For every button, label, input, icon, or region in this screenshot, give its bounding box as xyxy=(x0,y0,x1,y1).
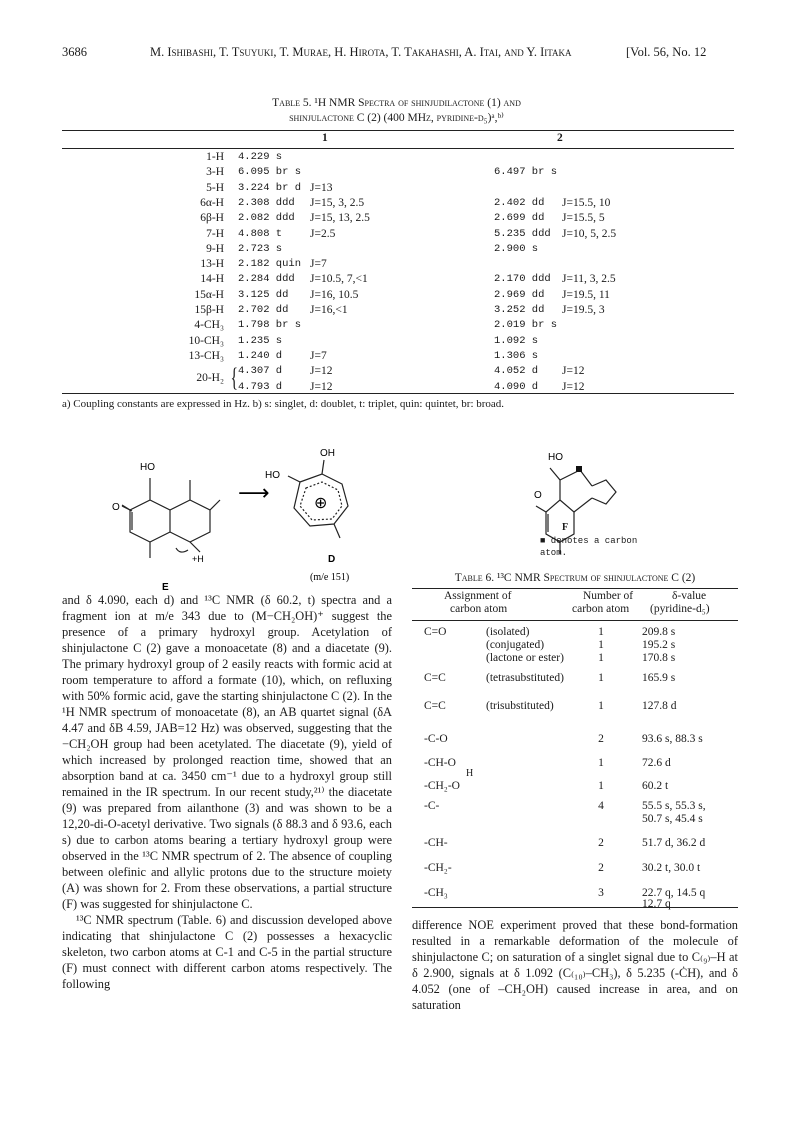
table5-cell-j-1: J=16, 10.5 xyxy=(310,288,359,301)
table5-cell-j-1: J=15, 13, 2.5 xyxy=(310,212,370,225)
table6-cell-delta: 93.6 s, 88.3 s xyxy=(642,733,703,745)
structure-E-h: +H xyxy=(192,554,204,564)
table5-cell-shift-2: 3.252 dd xyxy=(494,304,545,316)
table6-cell-number: 1 xyxy=(598,626,604,638)
table5-cell-shift-1: 2.702 dd xyxy=(238,304,289,316)
table5-cell-j-1: J=15, 3, 2.5 xyxy=(310,196,365,209)
table6-row-subgroup: (tetrasubstituted) xyxy=(486,672,564,684)
table5-cell-j-1: J=13 xyxy=(310,181,333,194)
table6-cell-delta: 22.7 q, 14.5 q xyxy=(642,887,706,899)
table5-cell-j-2: J=12 xyxy=(562,380,585,393)
table6-cell-number: 1 xyxy=(598,639,604,651)
table6-row-group: -CH-O xyxy=(424,757,456,769)
table6-cell-number: 2 xyxy=(598,733,604,745)
table5-caption-line2: shinjulactone C (2) (400 MHz, pyridine-d₅)ᵃ,ᵇ⁾ xyxy=(289,112,504,124)
table6-caption: Table 6. ¹³C NMR Spectrum of shinjulactone C (2) xyxy=(454,572,696,584)
table5-cell-j-2: J=15.5, 5 xyxy=(562,212,605,225)
running-header-authors: M. Ishibashi, T. Tsuyuki, T. Murae, H. Hirota, T. Takahashi, A. Itai, and Y. Iitaka xyxy=(150,45,572,59)
table6-cell-number: 1 xyxy=(598,652,604,664)
table5-cell-shift-1: 1.798 br s xyxy=(238,319,302,332)
table6-cell-delta: 50.7 s, 45.4 s xyxy=(642,813,703,825)
structure-F-o: O xyxy=(534,490,542,501)
table6-row-group: -CH₃ xyxy=(424,887,448,899)
table6-row-group: -CH₂-O xyxy=(424,780,460,792)
table6-row-subgroup: (lactone or ester) xyxy=(486,652,564,664)
table5-cell-j-1: J=7 xyxy=(310,349,327,362)
table6-cell-number: 2 xyxy=(598,862,604,874)
table5-cell-shift-1: 4.793 d xyxy=(238,380,283,393)
table5-cell-shift-1: 2.182 quin xyxy=(238,258,302,271)
table5-cell-shift-2: 2.900 s xyxy=(494,242,539,255)
paragraph: and δ 4.090, each d) and ¹³C NMR (δ 60.2, t) spectra and a fragment ion at m/e 343 due to (M−CH₂OH)⁺ suggest the presence of a primary hydroxyl group. Acetylation of shinjulactone C (2) gave a monoacetate (8) and a diacetate (9). The primary hydroxyl group of 2 easily reacts with formic acid at room temperature to afford a formate (10), which, on refluxing with 50% formic acid, gave the starting shinjulactone C (2). In the ¹H NMR spectrum of monoacetate (8), an AB quartet signal (δA 4.47 and δB 4.59, JAB=12 Hz) was observed, suggesting that the −CH₂OH group had been acetylated. The diacetate (9), yield of which increased by prolonged reaction time, showed that an absorption band at ca. 3450 cm⁻¹ due to a hydroxyl group still remained in the IR spectrum. In our recent study,²¹⁾ the diacetate (9) was prepared from ailanthone (3) and was shown to be a 12,20-di-O-acetyl derivative. Two signals (δ 88.3 and δ 93.6, each s) due to carbon atoms bearing a tertiary hydroxyl group were observed in the ¹³C NMR spectrum of 2. The absence of coupling between olefinic and allylic protons due to the structure moiety (A) was shown for 2. From these observations, a partial structure (F) was suggested for shinjulactone C. xyxy=(62,593,392,911)
table5-cell-shift-1: 3.224 br d xyxy=(238,181,302,194)
carbon-marker xyxy=(576,466,582,472)
table6-cell-delta: 209.8 s xyxy=(642,626,676,638)
table6-cell-number: 3 xyxy=(598,887,604,899)
table6-trisub-h: H xyxy=(466,768,474,779)
table6-head-number-1: Number of xyxy=(583,590,634,602)
table5-row-label: 15α-H xyxy=(194,288,224,301)
table5-cell-shift-2: 2.969 dd xyxy=(494,288,545,301)
table5-cell-j-2: J=12 xyxy=(562,365,585,378)
structure-F-note-line2: atom. xyxy=(540,548,568,558)
table5-row-label: 13-H xyxy=(200,258,224,271)
table5-row-label-20h2: 20-H₂ xyxy=(196,372,224,385)
table5-cell-j-1: J=12 xyxy=(310,380,333,393)
table5-cell-shift-1: 1.235 s xyxy=(238,334,283,347)
table5-cell-j-2: J=10, 5, 2.5 xyxy=(562,227,617,240)
table6-cell-number: 1 xyxy=(598,757,604,769)
page-number: 3686 xyxy=(62,45,87,59)
structure-D-mz: (m/e 151) xyxy=(310,572,350,583)
structure-F-ho: HO xyxy=(548,452,563,463)
table6-cell-number: 1 xyxy=(598,780,604,792)
table5-cell-shift-1: 4.808 t xyxy=(238,227,283,240)
table6-cell-delta: 30.2 t, 30.0 t xyxy=(642,862,701,874)
table6-head-number-2: carbon atom xyxy=(572,603,630,615)
table5-cell-j-2: J=19.5, 11 xyxy=(562,288,610,301)
table5-row-label: 15β-H xyxy=(194,304,224,316)
structure-D-oh: OH xyxy=(320,448,335,459)
table6-head-assign-2: carbon atom xyxy=(450,603,508,615)
structure-D-plus: ⊕ xyxy=(314,493,328,512)
table6-cell-number: 4 xyxy=(598,800,604,812)
paragraph: ¹³C NMR spectrum (Table. 6) and discussion developed above indicating that shinjulactone C (2) possesses a hexacyclic skeleton, two carbon atoms at C-1 and C-5 in the partial structure (F) must connect with different carbon atoms respectively. The following xyxy=(62,913,392,991)
table6-row-group: -CH₂- xyxy=(424,862,452,874)
table5-row-label: 5-H xyxy=(206,181,224,194)
table6-row-subgroup: (conjugated) xyxy=(486,639,545,651)
table5-cell-j-2: J=15.5, 10 xyxy=(562,196,611,209)
table5-header-rule xyxy=(62,148,734,149)
table5-cell-shift-1: 6.095 br s xyxy=(238,166,302,179)
structure-D-ho: HO xyxy=(265,470,280,481)
table5-cell-shift-1: 2.723 s xyxy=(238,242,283,255)
table5-row-label: 6α-H xyxy=(200,196,224,209)
table5-row-label: 7-H xyxy=(206,227,224,240)
table6-row-subgroup: (trisubstituted) xyxy=(486,700,554,712)
table6-head-assign-1: Assignment of xyxy=(444,590,512,602)
table6-row-group: C=C xyxy=(424,700,446,712)
table5-cell-shift-1: 2.082 ddd xyxy=(238,212,295,225)
table6-head-delta-2: (pyridine-d₅) xyxy=(650,603,710,615)
table5-cell-shift-2: 1.092 s xyxy=(494,334,539,347)
table5-col1-header: 1 xyxy=(322,132,328,144)
table5-cell-j-1: J=10.5, 7,<1 xyxy=(310,273,368,286)
table5-row-label: 9-H xyxy=(206,242,224,255)
table5-cell-j-1: J=7 xyxy=(310,258,327,271)
structure-F-label: F xyxy=(562,522,569,533)
table5-cell-shift-1: 2.308 ddd xyxy=(238,196,295,209)
structure-E xyxy=(122,478,220,558)
structure-E-label: E xyxy=(162,582,169,593)
table5-cell-j-2: J=19.5, 3 xyxy=(562,304,605,316)
table5-cell-j-2: J=11, 3, 2.5 xyxy=(562,273,616,286)
table6-cell-number: 1 xyxy=(598,672,604,684)
table5-cell-shift-2: 2.019 br s xyxy=(494,319,558,332)
body-text-right: difference NOE experiment proved that these bond-formation resulted in a remarkable deformation of the molecule of shinjulactone C; on saturation of a singlet signal due to C₍₉₎–H at δ 2.900, signals at δ 1.092 (C₍₁₀₎–CH₃), δ 5.235 (-ĊH), and δ 4.052 (one of –CH₂OH) caused increase in area, and on saturation xyxy=(412,918,738,1012)
table6-row-group: C=O xyxy=(424,626,447,638)
table6-cell-delta: 12.7 q xyxy=(642,898,671,910)
structure-D-label: D xyxy=(328,554,336,565)
table6-row-group: C=C xyxy=(424,672,446,684)
table5-cell-shift-2: 4.052 d xyxy=(494,365,539,378)
table6-cell-delta: 170.8 s xyxy=(642,652,676,664)
table6-cell-delta: 51.7 d, 36.2 d xyxy=(642,837,706,849)
table5-cell-shift-1: 2.284 ddd xyxy=(238,273,295,286)
table6-head-delta-1: δ-value xyxy=(672,590,707,602)
table6-bottom-rule xyxy=(412,907,738,908)
table5-cell-shift-2: 2.699 dd xyxy=(494,212,545,225)
table6-cell-delta: 195.2 s xyxy=(642,639,676,651)
table5-brace: { xyxy=(230,363,238,393)
table5-cell-shift-2: 4.090 d xyxy=(494,380,539,393)
table6-cell-number: 2 xyxy=(598,837,604,849)
structure-E-o: O xyxy=(112,502,120,513)
table5-cell-shift-2: 2.402 dd xyxy=(494,196,545,209)
table6-cell-delta: 55.5 s, 55.3 s, xyxy=(642,800,706,812)
table5-cell-j-1: J=12 xyxy=(310,365,333,378)
table6-top-rule xyxy=(412,588,738,589)
table5-cell-shift-2: 1.306 s xyxy=(494,349,539,362)
table5-col2-header: 2 xyxy=(557,132,563,144)
table5-cell-shift-1: 1.240 d xyxy=(238,349,283,362)
table6-row-group: -C-O xyxy=(424,733,448,745)
table5-row-label: 10-CH₃ xyxy=(188,334,224,347)
structure-F-note-line1: ■ denotes a carbon xyxy=(540,536,638,546)
structure-E-ho: HO xyxy=(140,462,155,473)
table6-row-subgroup: (isolated) xyxy=(486,626,530,638)
table5-cell-shift-2: 6.497 br s xyxy=(494,166,558,179)
table5-cell-shift-1: 4.229 s xyxy=(238,151,283,163)
table5-row-label: 4-CH₃ xyxy=(194,319,224,332)
table5-top-rule xyxy=(62,130,734,131)
table5-cell-shift-1: 3.125 dd xyxy=(238,288,289,301)
table5-caption-line1: Table 5. ¹H NMR Spectra of shinjudilactone (1) and xyxy=(272,97,521,109)
table5-footnote: a) Coupling constants are expressed in Hz. b) s: singlet, d: doublet, t: triplet, quin: quintet, br: broad. xyxy=(62,398,505,410)
table5-row-label: 6β-H xyxy=(200,212,224,225)
table6-row-group: -CH- xyxy=(424,837,448,849)
running-header-volume: [Vol. 56, No. 12 xyxy=(626,45,707,59)
table5-cell-shift-1: 4.307 d xyxy=(238,365,283,378)
table5-bottom-rule xyxy=(62,393,734,394)
table6-row-group: -C- xyxy=(424,800,440,812)
table5-cell-shift-2: 2.170 ddd xyxy=(494,273,551,286)
table5-row-label: 14-H xyxy=(200,273,224,286)
table6-cell-number: 1 xyxy=(598,700,604,712)
structure-figures-E-D xyxy=(110,440,430,593)
table6-cell-delta: 165.9 s xyxy=(642,672,676,684)
table5-cell-j-1: J=2.5 xyxy=(310,227,336,240)
table5-row-label: 13-CH₃ xyxy=(188,349,224,362)
table6-cell-delta: 60.2 t xyxy=(642,780,669,792)
table5-row-label: 3-H xyxy=(206,166,224,179)
table6-header-rule xyxy=(412,620,738,621)
table6-cell-delta: 72.6 d xyxy=(642,757,671,769)
body-text-left xyxy=(62,592,392,992)
table6-cell-delta: 127.8 d xyxy=(642,700,677,712)
table5-row-label: 1-H xyxy=(206,151,224,163)
table5-cell-shift-2: 5.235 ddd xyxy=(494,227,551,240)
table5-cell-j-1: J=16,<1 xyxy=(310,304,348,316)
reaction-arrow: ⟶ xyxy=(238,481,270,506)
